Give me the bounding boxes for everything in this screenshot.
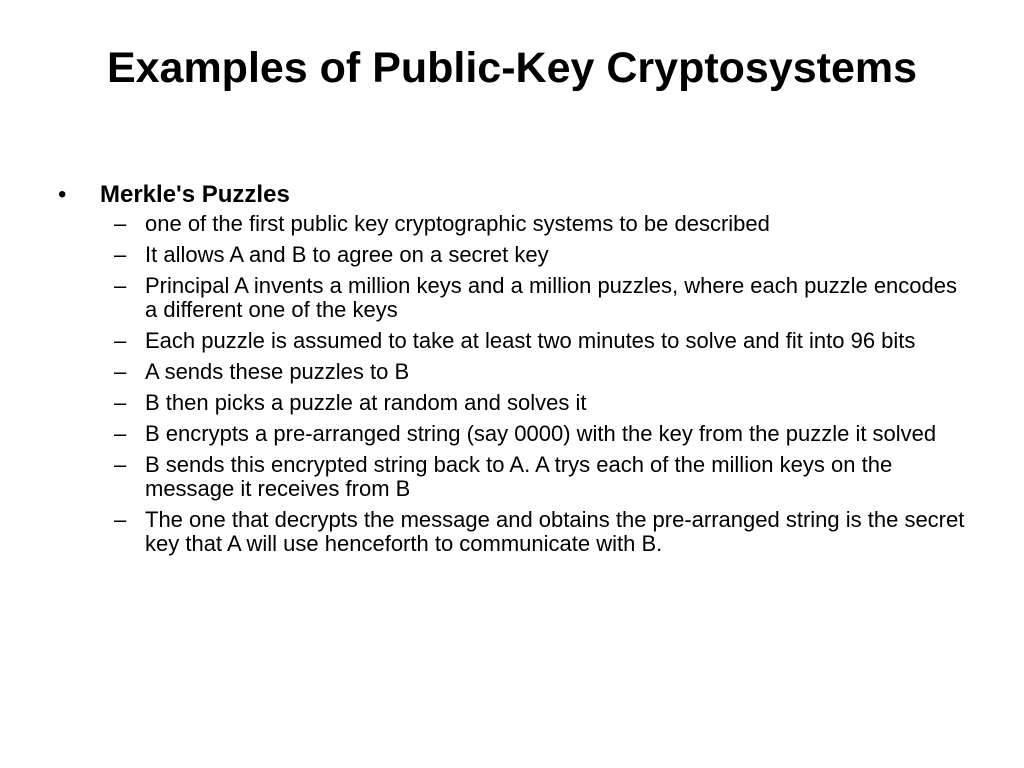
dash-glyph: – (114, 273, 127, 298)
sub-bullet-item (58, 243, 978, 267)
sub-bullet-text: A sends these puzzles to B (145, 359, 410, 384)
sub-bullet-item (58, 274, 978, 322)
slide-title: Examples of Public-Key Cryptosystems (106, 44, 918, 92)
dash-glyph: – (114, 507, 127, 532)
dash-glyph: – (114, 452, 127, 477)
dash-glyph: – (114, 211, 127, 236)
sub-bullet-item (58, 212, 978, 236)
dash-glyph: – (114, 390, 127, 415)
bullet-glyph: • (58, 181, 67, 208)
sub-bullet-list (58, 212, 978, 556)
slide-content (58, 180, 978, 563)
sub-bullet-text: B encrypts a pre-arranged string (say 0000) with the key from the puzzle it solved (145, 421, 937, 446)
sub-bullet-text: Each puzzle is assumed to take at least two minutes to solve and fit into 96 bits (145, 328, 916, 353)
sub-bullet-item (58, 453, 978, 501)
dash-glyph: – (114, 421, 127, 446)
dash-glyph: – (114, 359, 127, 384)
sub-bullet-item (58, 422, 978, 446)
sub-bullet-text: Principal A invents a million keys and a million puzzles, where each puzzle encodes a different one of the keys (145, 273, 957, 322)
sub-bullet-item (58, 329, 978, 353)
sub-bullet-text: It allows A and B to agree on a secret key (145, 242, 549, 267)
sub-bullet-text: The one that decrypts the message and obtains the pre-arranged string is the secret key that A will use henceforth to communicate with B. (145, 507, 965, 556)
sub-bullet-text: B then picks a puzzle at random and solves it (145, 390, 587, 415)
sub-bullet-item (58, 391, 978, 415)
bullet-label: Merkle's Puzzles (100, 181, 290, 208)
sub-bullet-item (58, 360, 978, 384)
sub-bullet-text: one of the first public key cryptographic systems to be described (145, 211, 770, 236)
dash-glyph: – (114, 328, 127, 353)
dash-glyph: – (114, 242, 127, 267)
sub-bullet-text: B sends this encrypted string back to A. A trys each of the million keys on the message it receives from B (145, 452, 893, 501)
sub-bullet-item (58, 508, 978, 556)
bullet-item (58, 180, 978, 210)
